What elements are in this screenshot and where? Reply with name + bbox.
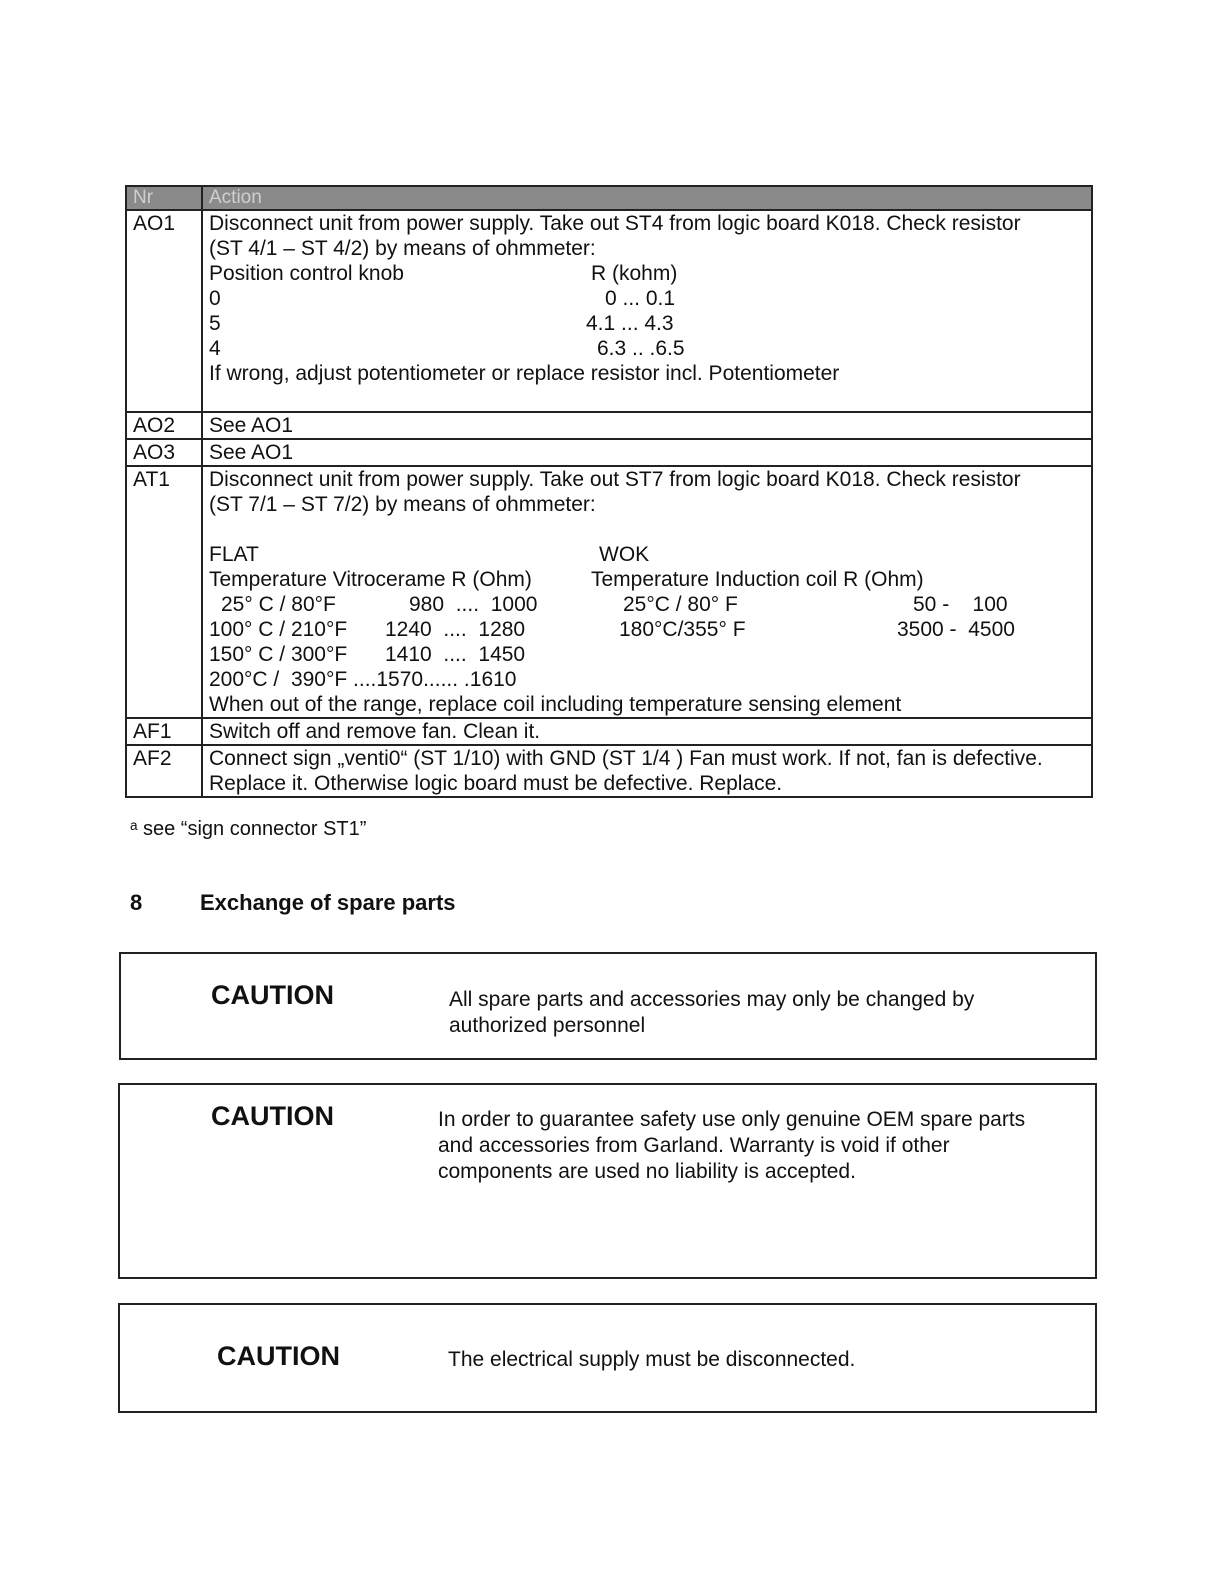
row-nr: AO2 xyxy=(126,412,202,439)
flat-temp: 100° C / 210°F xyxy=(209,618,348,641)
section-title: Exchange of spare parts xyxy=(200,890,456,915)
table-row xyxy=(126,210,1092,412)
row-action xyxy=(202,466,1092,718)
table-row xyxy=(126,745,1092,797)
row-action xyxy=(202,210,1092,412)
caution-text xyxy=(449,987,1089,1039)
action-line: Disconnect unit from power supply. Take out ST7 from logic board K018. Check resistor xyxy=(209,468,1021,491)
knob-position: Position control knob xyxy=(209,262,404,285)
caution-label: CAUTION xyxy=(211,980,334,1010)
action-line: Replace it. Otherwise logic board must be defective. Replace. xyxy=(209,772,783,795)
wok-temp: 180°C/355° F xyxy=(619,618,746,641)
flat-resistance: 1240 .... 1280 xyxy=(385,618,526,641)
knob-position: 0 xyxy=(209,287,221,310)
temp-row xyxy=(209,592,1085,617)
table-row xyxy=(126,466,1092,718)
action-line: (ST 4/1 – ST 4/2) by means of ohmmeter: xyxy=(209,237,596,260)
action-line: (ST 7/1 – ST 7/2) by means of ohmmeter: xyxy=(209,493,596,516)
temp-row xyxy=(209,617,1085,642)
caution-line: authorized personnel xyxy=(449,1014,646,1037)
knob-row xyxy=(209,336,1085,361)
action-line: Disconnect unit from power supply. Take out ST4 from logic board K018. Check resistor xyxy=(209,212,1021,235)
flat-temp: 25° C / 80°F xyxy=(221,593,336,616)
flat-resistance: 1410 .... 1450 xyxy=(385,643,526,666)
caution-line: and accessories from Garland. Warranty is void if other xyxy=(438,1134,950,1157)
table-header-row xyxy=(126,186,1092,210)
knob-resistance: 0 ... 0.1 xyxy=(605,287,676,310)
temp-row xyxy=(209,642,1085,667)
row-nr: AF1 xyxy=(126,718,202,745)
caution-box xyxy=(119,952,1097,1060)
caution-box xyxy=(118,1083,1097,1279)
header-action: Action xyxy=(202,186,1092,210)
section-number: 8 xyxy=(130,890,143,915)
row-nr: AF2 xyxy=(126,745,202,797)
knob-position: 5 xyxy=(209,312,221,335)
knob-resistance: R (kohm) xyxy=(591,262,678,285)
caution-label: CAUTION xyxy=(217,1341,340,1371)
action-line: When out of the range, replace coil including temperature sensing element xyxy=(209,693,902,716)
wok-header: Temperature Induction coil R (Ohm) xyxy=(591,568,924,591)
wok-title: WOK xyxy=(599,543,650,566)
wok-temp: 25°C / 80° F xyxy=(623,593,738,616)
knob-row xyxy=(209,311,1085,336)
flat-header: Temperature Vitrocerame R (Ohm) xyxy=(209,568,532,591)
caution-label: CAUTION xyxy=(211,1101,334,1131)
caution-box xyxy=(118,1303,1097,1413)
action-table xyxy=(125,185,1093,798)
wok-resistance: 50 - 100 xyxy=(913,593,1008,616)
knob-row xyxy=(209,286,1085,311)
section-heading xyxy=(130,890,456,916)
knob-row xyxy=(209,261,1085,286)
row-nr: AO1 xyxy=(126,210,202,412)
flat-temp-row: 200°C / 390°F ....1570...... .1610 xyxy=(209,668,517,691)
knob-resistance: 4.1 ... 4.3 xyxy=(586,312,674,335)
caution-line: All spare parts and accessories may only be changed by xyxy=(449,988,975,1011)
flat-wok-titles xyxy=(209,542,1085,567)
row-action xyxy=(202,745,1092,797)
header-nr: Nr xyxy=(126,186,202,210)
table-row xyxy=(126,412,1092,439)
table-row xyxy=(126,718,1092,745)
row-nr: AT1 xyxy=(126,466,202,718)
knob-position: 4 xyxy=(209,337,221,360)
row-action: Switch off and remove fan. Clean it. xyxy=(202,718,1092,745)
flat-wok-headers xyxy=(209,567,1085,592)
row-action: See AO1 xyxy=(202,439,1092,466)
action-line: Connect sign „venti0“ (ST 1/10) with GND (ST 1/4 ) Fan must work. If not, fan is defective. xyxy=(209,747,1043,770)
table-row xyxy=(126,439,1092,466)
row-action: See AO1 xyxy=(202,412,1092,439)
flat-title: FLAT xyxy=(209,543,259,566)
action-line: If wrong, adjust potentiometer or replace resistor incl. Potentiometer xyxy=(209,362,840,385)
caution-line: The electrical supply must be disconnected. xyxy=(448,1348,856,1371)
wok-resistance: 3500 - 4500 xyxy=(897,618,1015,641)
footnote: ᵃ see “sign connector ST1” xyxy=(130,818,367,840)
flat-resistance: 980 .... 1000 xyxy=(409,593,538,616)
caution-text xyxy=(438,1107,1088,1185)
caution-line: components are used no liability is accepted. xyxy=(438,1160,856,1183)
row-nr: AO3 xyxy=(126,439,202,466)
caution-line: In order to guarantee safety use only genuine OEM spare parts xyxy=(438,1108,1026,1131)
caution-text xyxy=(448,1347,1088,1373)
knob-resistance: 6.3 .. .6.5 xyxy=(597,337,685,360)
flat-temp: 150° C / 300°F xyxy=(209,643,348,666)
